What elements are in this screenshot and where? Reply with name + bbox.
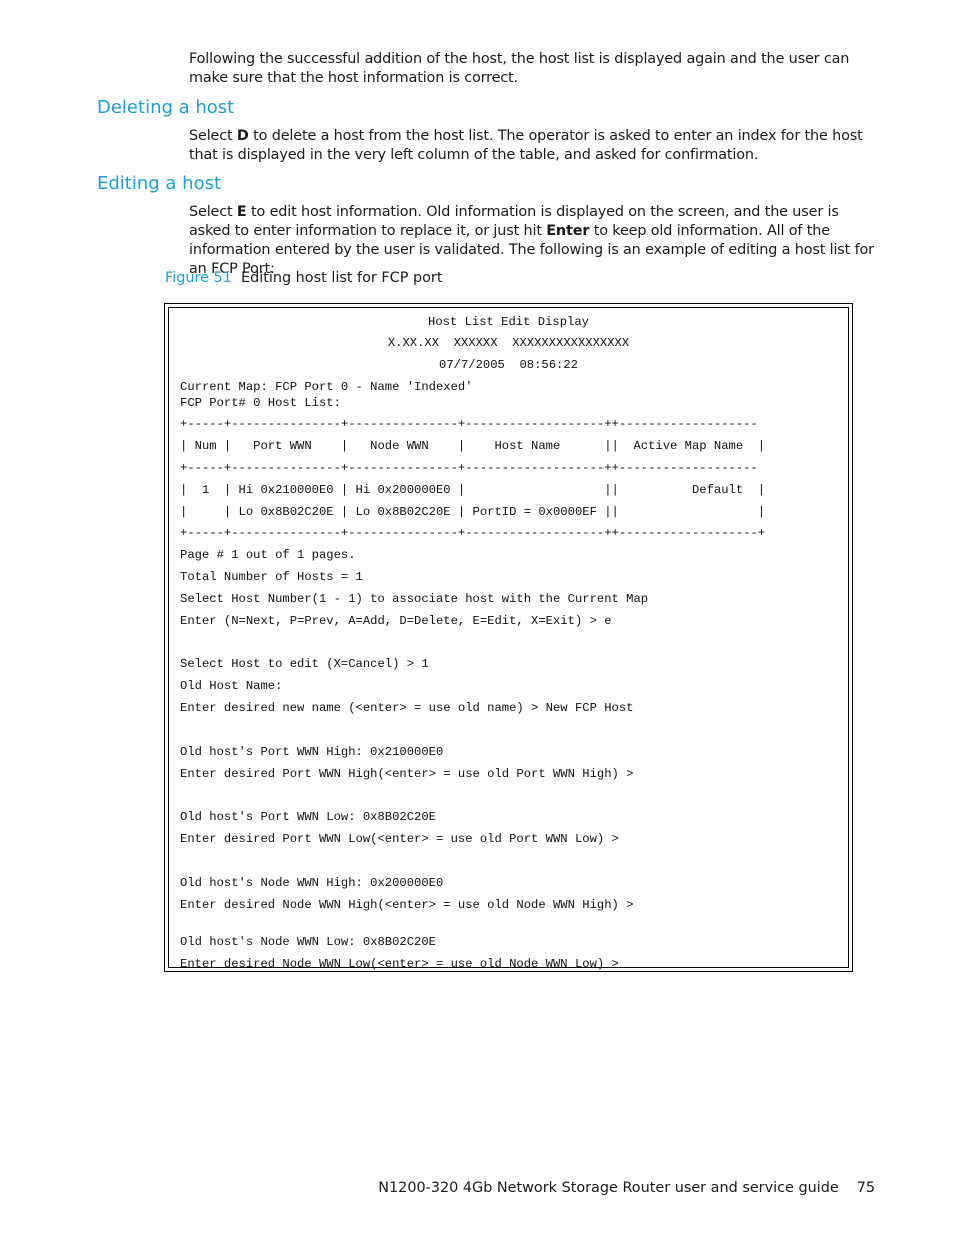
figure-title: Editing host list for FCP port [240,270,443,286]
current-map-line: Current Map: FCP Port 0 - Name 'Indexed' [180,380,473,394]
command-prompt: Enter (N=Next, P=Prev, A=Add, D=Delete, E=Edit, X=Exit) > e [180,614,612,628]
old-host-name-line: Old Host Name: [180,679,283,693]
editing-post: to keep old information. All of the information entered by the user is validated. The following is an example of editing a host list for an FCP Port: [189,223,874,277]
editing-host-paragraph [189,203,879,279]
terminal-version: X.XX.XX XXXXXX XXXXXXXXXXXXXXXX [387,336,630,350]
terminal-screen [168,307,849,971]
port-wwn-high-prompt: Enter desired Port WWN High(<enter> = use old Port WWN High) > [180,767,634,781]
old-node-wwn-high-line: Old host's Node WWN High: 0x200000E0 [180,876,444,890]
node-wwn-low-prompt: Enter desired Node WWN Low(<enter> = use old Node WWN Low) > [180,957,619,971]
table-row: | | Lo 0x8B02C20E | Lo 0x8B02C20E | PortID = 0x0000EF || | [180,505,766,519]
table-separator: +-----+---------------+---------------+-------------------++------------------- [180,461,758,475]
editing-key-enter: Enter [546,223,590,239]
terminal-datetime: 07/7/2005 08:56:22 [439,358,578,372]
page-info-line: Page # 1 out of 1 pages. [180,548,356,562]
intro-paragraph: Following the successful addition of the host, the host list is displayed again and the user can make sure that the host information is correct. [189,51,850,86]
deleting-host-heading: Deleting a host [97,97,235,118]
old-node-wwn-low-line: Old host's Node WWN Low: 0x8B02C20E [180,935,436,949]
page-footer [378,1179,875,1198]
old-port-wwn-high-line: Old host's Port WWN High: 0x210000E0 [180,745,444,759]
deleting-post: to delete a host from the host list. The operator is asked to enter an index for the host that is displayed in the very left column of the table, and asked for confirmation. [189,128,863,163]
editing-pre: Select [189,204,237,220]
table-header: | Num | Port WWN | Node WWN | Host Name || Active Map Name | [180,439,766,453]
port-wwn-low-prompt: Enter desired Port WWN Low(<enter> = use old Port WWN Low) > [180,832,619,846]
terminal-title: Host List Edit Display [428,315,589,329]
new-name-prompt: Enter desired new name (<enter> = use old name) > New FCP Host [180,701,634,715]
total-hosts-line: Total Number of Hosts = 1 [180,570,363,584]
terminal-figure [164,303,853,972]
editing-mid: to edit host information. Old information is displayed on the screen, and the user is asked to enter information to replace it, or just hit [189,204,839,239]
editing-key: E [236,204,247,220]
host-list-label: FCP Port# 0 Host List: [180,396,341,410]
guide-title: N1200-320 4Gb Network Storage Router user and service guide [378,1180,839,1196]
figure-label: Figure 51 [165,270,232,286]
deleting-pre: Select [189,128,237,144]
table-row: | 1 | Hi 0x210000E0 | Hi 0x200000E0 | || Default | [180,483,766,497]
table-separator: +-----+---------------+---------------+-------------------++------------------- [180,417,758,431]
table-separator: +-----+---------------+---------------+-------------------++-------------------+ [180,526,766,540]
select-edit-prompt: Select Host to edit (X=Cancel) > 1 [180,657,429,671]
editing-host-heading: Editing a host [97,173,222,194]
deleting-key: D [236,128,249,144]
old-port-wwn-low-line: Old host's Port WWN Low: 0x8B02C20E [180,810,436,824]
select-host-prompt: Select Host Number(1 - 1) to associate host with the Current Map [180,592,649,606]
deleting-host-paragraph [189,127,879,165]
page-number: 75 [856,1180,875,1196]
figure-caption [165,269,442,288]
node-wwn-high-prompt: Enter desired Node WWN High(<enter> = use old Node WWN High) > [180,898,634,912]
